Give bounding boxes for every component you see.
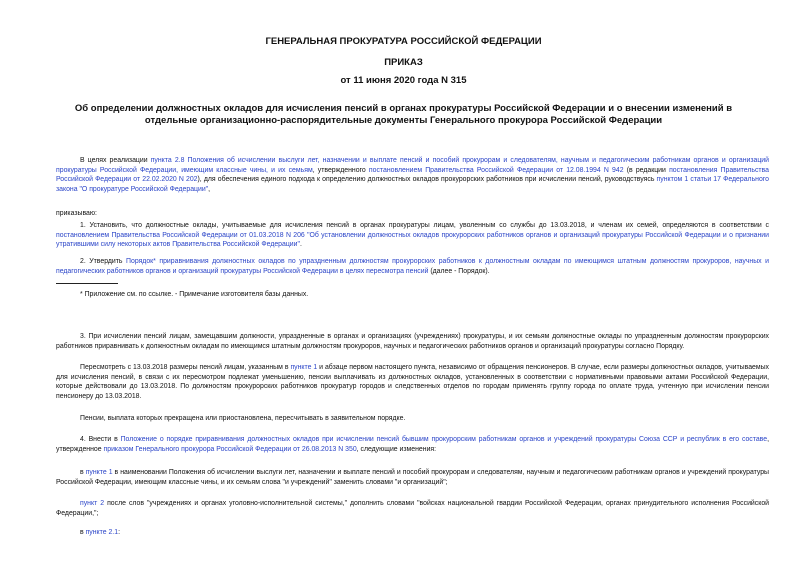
- link-decree-202[interactable]: постановления Правительства Российской Федерации от 22.02.2020 N 202: [56, 166, 769, 184]
- footnote-text: * Приложение см. по ссылке. - Примечание изготовителя базы данных.: [80, 291, 309, 298]
- link-amend-item-2[interactable]: пункт 2: [80, 500, 105, 507]
- paragraph-amend-item-2-1: в пункте 2.1:: [80, 529, 120, 536]
- org-heading: ГЕНЕРАЛЬНАЯ ПРОКУРАТУРА РОССИЙСКОЙ ФЕДЕРАЦИИ: [265, 36, 542, 47]
- paragraph-suspended: Пенсии, выплата которых прекращена или приостановлена, пересчитывать в заявительном порядке.: [80, 415, 406, 422]
- link-decree-206[interactable]: постановлением Правительства Российской Федерации от 01.03.2018 N 206 "Об установлении должностных окладов прокурорских работников органов и организаций прокуратуры Российской Федерации и о признании утратившими силу некоторых актов Правительства Российской Федерации": [56, 231, 769, 249]
- link-regulation-p2-8[interactable]: пункта 2.8 Положения об исчислении выслуги лет, назначении и выплате пенсий и пособий прокурорам и следователям, научным и педагогическим работникам органов и организаций прокуратуры Российской Федерации, имеющим классные чины, и их семьям: [56, 157, 769, 174]
- link-amend-item-1[interactable]: пункте 1: [85, 469, 113, 476]
- paragraph-amend-item-1: в пункте 1 в наименовании Положения об исчислении выслуги лет, назначении и выплате пенсий и пособий прокурорам и следователям, научным и педагогическим работникам органов и учреждений прокуратуры Российской Федерации, имеющим классные чины, и их семьям слова "и учреждений" заменить словами "и организаций";: [56, 469, 770, 486]
- link-decree-942[interactable]: постановлением Правительства Российской Федерации от 12.08.1994 N 942: [368, 166, 624, 174]
- orders-label: приказываю:: [56, 210, 97, 217]
- link-federal-law-art17[interactable]: пунктом 1 статьи 17 Федерального закона "О прокуратуре Российской Федерации": [56, 176, 769, 193]
- paragraph-amend-item-2: пункт 2 после слов "учреждениях и органах уголовно-исполнительной системы," дополнить словами "войсках национальной гвардии Российской Федерации, органах принудительного исполнения Российской Федерации,";: [56, 500, 769, 517]
- paragraph-preamble: В целях реализации пункта 2.8 Положения об исчислении выслуги лет, назначении и выплате пенсий и пособий прокурорам и следователям, научным и педагогическим работникам органов и организаций прокуратуры Российской Федерации, имеющим классные чины, и их семьям, утвержденного постановлением Правительства Российской Федерации от 12.08.1994 N 942 (в редакции постановления Правительства Российской Федерации от 22.02.2020 N 202), для обеспечения единого подхода к определению должностных окладов прокурорских работников при исчислении пенсий, руководствуясь пунктом 1 статьи 17 Федерального закона "О прокуратуре Российской Федерации",: [56, 157, 769, 193]
- paragraph-item-2: 2. Утвердить Порядок* приравнивания должностных окладов по упраздненным должностям прокурорских работников к должностным окладам по имеющимся штатным должностям прокуроров, научных и педагогических работников органов и организаций прокуратуры Российской Федерации в целях пересмотра пенсий (далее - Порядок).: [56, 258, 769, 275]
- document-title: Об определении должностных окладов для исчисления пенсий в органах прокуратуры Российской Федерации и о внесении изменений в отдельные организационно-распорядительные документы Генерального прокурора Российской Федерации: [74, 103, 733, 126]
- paragraph-item-4: 4. Внести в Положение о порядке приравнивания должностных окладов при исчислении пенсий бывшим прокурорским работникам органов и учреждений прокуратуры Союза ССР и республик в его составе, утвержденное приказом Генерального прокурора Российской Федерации от 26.08.2013 N 350, следующие изменения:: [56, 436, 769, 453]
- doc-type-heading: ПРИКАЗ: [384, 57, 423, 68]
- link-item-1[interactable]: пункте 1: [290, 364, 318, 371]
- paragraph-recalculate: Пересмотреть с 13.03.2018 размеры пенсий лицам, указанным в пункте 1 и абзаце первом настоящего пункта, независимо от обращения пенсионеров. В случае, если размеры должностных окладов, учитываемых для исчисления пенсий, в связи с их пересмотром подлежат уменьшению, пенсии выплачивать из должностных окладов, установленных в соответствии с нормативными правовыми актами Российской Федерации, которые действовали до 13.03.2018. По должностям прокурорских работников прокуратур городов и следственных отделов по городам применять группу города по оплате труда, учтенную при исчислении пенсии пенсионеру до 13.03.2018.: [56, 364, 770, 400]
- link-procedure[interactable]: Порядок* приравнивания должностных окладов по упраздненным должностям прокурорских работников к должностным окладам по имеющимся штатным должностям прокуроров, научных и педагогических работников органов и организаций прокуратуры Российской Федерации в целях пересмотра пенсий: [56, 258, 769, 275]
- footnote-separator: [56, 283, 118, 284]
- paragraph-item-1: 1. Установить, что должностные оклады, учитываемые для исчисления пенсий в органах прокуратуры лицам, уволенным со службы до 13.03.2018, и членам их семей, определяются в соответствии с постановлением Правительства Российской Федерации от 01.03.2018 N 206 "Об установлении должностных окладов прокурорских работников органов и организаций прокуратуры Российской Федерации и о признании утратившими силу некоторых актов Правительства Российской Федерации".: [56, 222, 769, 249]
- link-order-350[interactable]: приказом Генерального прокурора Российской Федерации от 26.08.2013 N 350: [103, 445, 357, 453]
- paragraph-item-3: 3. При исчислении пенсий лицам, замещавшим должности, упраздненные в органах и организациях (учреждениях) прокуратуры, и их семьям должностные оклады по упраздненным должностям прокурорских работников приравнивать к должностным окладам по имеющимся штатным должностям прокуроров, научных и педагогических работников органов и организаций прокуратуры согласно Порядку.: [56, 333, 769, 350]
- date-number-heading: от 11 июня 2020 года N 315: [340, 75, 467, 86]
- link-amend-item-2-1[interactable]: пункте 2.1: [85, 529, 119, 536]
- link-regulation-ussr[interactable]: Положение о порядке приравнивания должностных окладов при исчислении пенсий бывшим прокурорским работникам органов и учреждений прокуратуры Союза ССР и республик в его составе: [120, 436, 768, 443]
